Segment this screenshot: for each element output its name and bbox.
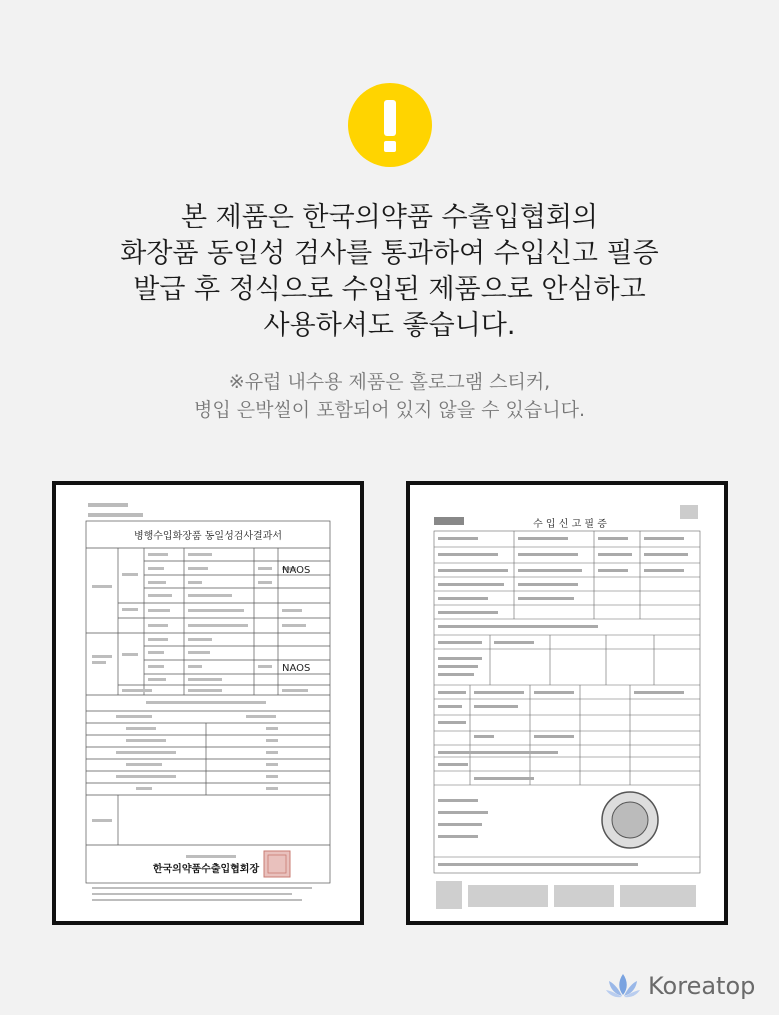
customs-seal-icon [602, 792, 658, 848]
issuer-name: 한국의약품수출입협회장 [152, 864, 260, 875]
remark-line: ※유럽 내수용 제품은 홀로그램 스티커, [228, 371, 551, 393]
declaration-title: 수 입 신 고 필 증 [533, 519, 607, 530]
inspection-certificate [52, 481, 364, 925]
exclamation-dot [384, 141, 396, 152]
import-declaration [406, 481, 728, 925]
remark-note [0, 368, 779, 424]
inspection-certificate-scan [56, 485, 360, 921]
remark-line: 병입 은박씰이 포함되어 있지 않을 수 있습니다. [193, 399, 585, 421]
import-declaration-scan [410, 485, 724, 921]
brand-logo [604, 968, 755, 1004]
seal-stamp-icon [264, 851, 290, 877]
notice-line: 발급 후 정식으로 수입된 제품으로 안심하고 [133, 274, 646, 305]
exclamation-bar [384, 100, 396, 136]
brand-bottom: NAOS [282, 663, 311, 674]
certificate-title: 병행수입화장품 동일성검사결과서 [133, 531, 283, 542]
notice-headline [0, 200, 779, 344]
notice-line: 화장품 동일성 검사를 통과하여 수입신고 필증 [120, 238, 659, 269]
brand-top: NAOS [282, 565, 311, 576]
lotus-icon [604, 971, 642, 1001]
notice-line: 사용하셔도 좋습니다. [263, 310, 516, 341]
notice-line: 본 제품은 한국의약품 수출입협회의 [181, 202, 598, 233]
brand-name: Koreatop [648, 972, 756, 1000]
warning-icon [348, 83, 432, 167]
